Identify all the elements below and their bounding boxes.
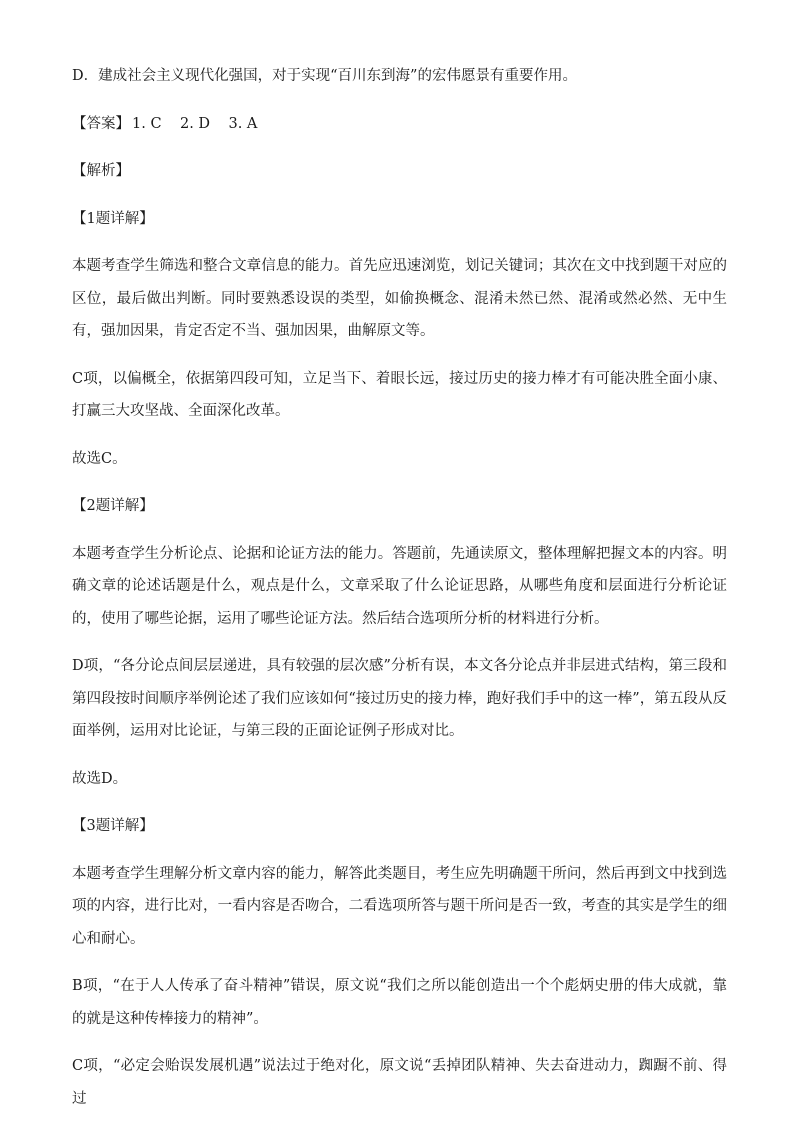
q3-option-c: C项，“必定会贻误发展机遇”说法过于绝对化，原文说“丢掉团队精神、失去奋进动力，踟蹰不前、得过 <box>72 1058 727 1107</box>
q1-paragraph: 本题考查学生筛选和整合文章信息的能力。首先应迅速浏览，划记关键词；其次在文中找到题干对应的区位，最后做出判断。同时要熟悉设误的类型，如偷换概念、混淆未然已然、混淆或然必然、无中生有，强加因果，肯定否定不当、强加因果，曲解原文等。 <box>72 258 727 339</box>
analysis-label: 【解析】 <box>72 163 130 179</box>
document-page <box>72 60 727 1115</box>
q1-option-c: C项，以偏概全，依据第四段可知，立足当下、着眼长远，接过历史的接力棒才有可能决胜全面小康、打赢三大攻坚战、全面深化改革。 <box>72 370 727 419</box>
q2-paragraph: 本题考查学生分析论点、论据和论证方法的能力。答题前，先通读原文，整体理解把握文本的内容。明确文章的论述话题是什么，观点是什么，文章采取了什么论证思路，从哪些角度和层面进行分析论证的，使用了哪些论据，运用了哪些论证方法。然后结合选项所分析的材料进行分析。 <box>72 545 727 627</box>
answer-label: 【答案】 <box>72 115 130 132</box>
answer-values: 1. C 2. D 3. A <box>132 115 258 132</box>
answer-line <box>72 108 727 141</box>
option-d-text: D．建成社会主义现代化强国，对于实现“百川东到海”的宏伟愿景有重要作用。 <box>72 68 577 84</box>
q1-choose: 故选C。 <box>72 450 127 467</box>
q3-title: 【3题详解】 <box>72 818 154 834</box>
q3-paragraph: 本题考查学生理解分析文章内容的能力，解答此类题目，考生应先明确题干所问，然后再到文中找到选项的内容，进行比对，一看内容是否吻合，二看选项所答与题干所问是否一致，考查的其实是学生的细心和耐心。 <box>72 865 727 947</box>
q2-option-d: D项，“各分论点间层层递进，具有较强的层次感”分析有误，本文各分论点并非层进式结构，第三段和第四段按时间顺序举例论述了我们应该如何“接过历史的接力棒，跑好我们手中的这一棒”，第五段从反面举例，运用对比论证，与第三段的正面论证例子形成对比。 <box>72 658 727 739</box>
q3-option-b: B项，“在于人人传承了奋斗精神”错误，原文说“我们之所以能创造出一个个彪炳史册的伟大成就，靠的就是这种传棒接力的精神”。 <box>72 978 727 1027</box>
q1-title: 【1题详解】 <box>72 210 154 227</box>
q2-title: 【2题详解】 <box>72 498 154 514</box>
q2-choose: 故选D。 <box>72 770 128 787</box>
